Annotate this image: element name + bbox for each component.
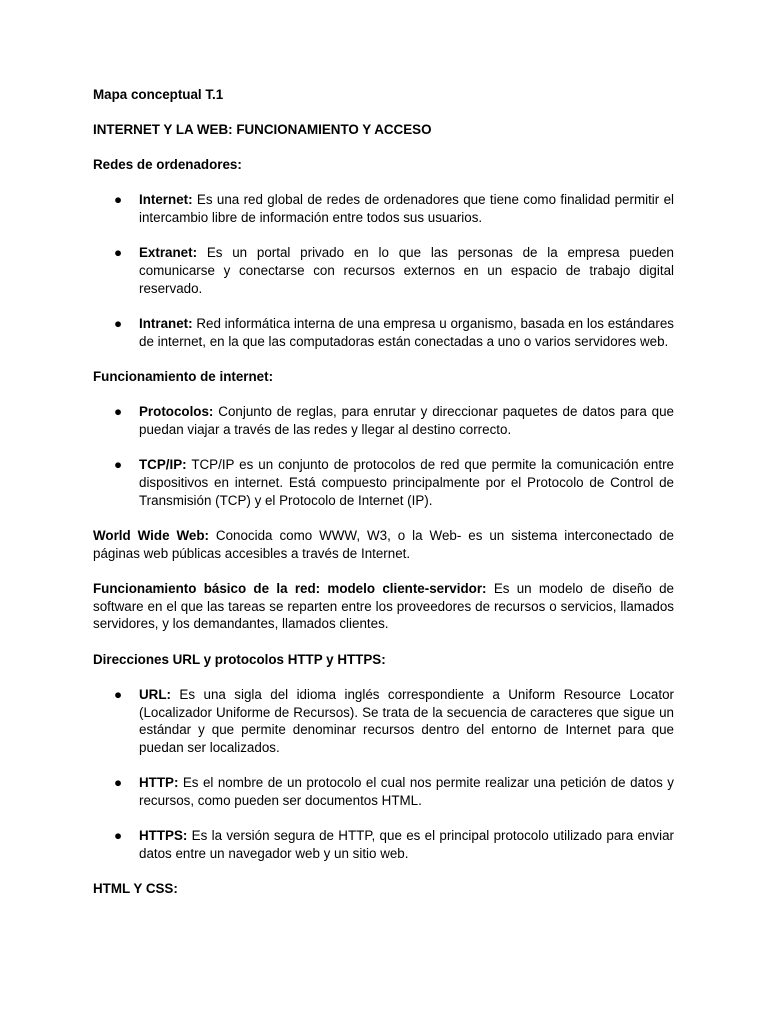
term-description: TCP/IP es un conjunto de protocolos de red que permite la comunicación entre dispositivos en internet. Está compuesto principalmente por el Protocolo de Control de Transmisión (TCP) y el Protocolo de Internet (IP). bbox=[139, 457, 674, 508]
list-item-tcpip bbox=[93, 456, 674, 509]
term-label: HTTPS: bbox=[139, 828, 188, 844]
bullet-icon: ● bbox=[114, 192, 123, 208]
list-item-extranet bbox=[93, 244, 674, 297]
term-label: TCP/IP: bbox=[139, 457, 187, 473]
document-title: Mapa conceptual T.1 bbox=[93, 87, 224, 102]
term-description: Es una red global de redes de ordenadores que tiene como finalidad permitir el intercambio libre de información entre todos sus usuarios. bbox=[139, 192, 674, 225]
section-heading-funcionamiento: Funcionamiento de internet: bbox=[93, 368, 274, 384]
term-description: Es la versión segura de HTTP, que es el principal protocolo utilizado para enviar datos entre un navegador web y un sitio web. bbox=[139, 828, 674, 862]
list-item-protocolos bbox=[93, 403, 674, 439]
section-heading-url: Direcciones URL y protocolos HTTP y HTTPS: bbox=[93, 651, 386, 667]
term-label: Intranet: bbox=[139, 315, 193, 331]
list-item-https bbox=[93, 827, 674, 863]
bullet-icon: ● bbox=[114, 245, 123, 261]
term-description: Es el nombre de un protocolo el cual nos permite realizar una petición de datos y recursos, como pueden ser documentos HTML. bbox=[139, 775, 674, 809]
bullet-icon: ● bbox=[114, 686, 123, 702]
term-label: HTTP: bbox=[139, 775, 179, 791]
term-label: Funcionamiento básico de la red: modelo cliente-servidor: bbox=[93, 580, 487, 596]
term-label: Extranet: bbox=[139, 245, 198, 261]
document-page bbox=[93, 86, 674, 898]
term-label: Protocolos: bbox=[139, 404, 214, 420]
bullet-icon: ● bbox=[114, 457, 123, 473]
section-heading-html-css: HTML Y CSS: bbox=[93, 881, 178, 897]
section-heading-redes: Redes de ordenadores: bbox=[93, 156, 242, 172]
term-description: Red informática interna de una empresa u organismo, basada en los estándares de internet, en la que las computadoras están conectadas a uno o varios servidores web. bbox=[139, 315, 674, 349]
term-description: Conocida como WWW, W3, o la Web- es un sistema interconectado de páginas web públicas accesibles a través de Internet. bbox=[93, 527, 674, 561]
term-description: Es un modelo de diseño de software en el que las tareas se reparten entre los proveedores de recursos o servicios, llamados servidores, y los demandantes, llamados clientes. bbox=[93, 580, 674, 632]
term-label: Internet: bbox=[139, 192, 193, 208]
paragraph-cliente-servidor bbox=[93, 580, 674, 633]
term-description: Es una sigla del idioma inglés correspondiente a Uniform Resource Locator (Localizador Uniforme de Recursos). Se trata de la secuencia de caracteres que sigue un estándar y que permite denominar recursos dentro del entorno de Internet para que puedan ser localizados. bbox=[139, 686, 674, 756]
bullet-icon: ● bbox=[114, 404, 123, 420]
bullet-icon: ● bbox=[114, 315, 123, 331]
term-description: Es un portal privado en lo que las personas de la empresa pueden comunicarse y conectarse con recursos externos en un espacio de trabajo digital reservado. bbox=[139, 245, 674, 296]
term-label: URL: bbox=[139, 686, 171, 702]
paragraph-www bbox=[93, 527, 674, 563]
term-description: Conjunto de reglas, para enrutar y direccionar paquetes de datos para que puedan viajar a través de las redes y llegar al destino correcto. bbox=[139, 404, 674, 437]
list-item-intranet bbox=[93, 315, 674, 351]
bullet-icon: ● bbox=[114, 775, 123, 791]
list-item-http bbox=[93, 774, 674, 810]
term-label: World Wide Web: bbox=[93, 527, 209, 543]
list-item-url bbox=[93, 686, 674, 757]
list-item-internet bbox=[93, 191, 674, 227]
document-subtitle: INTERNET Y LA WEB: FUNCIONAMIENTO Y ACCESO bbox=[93, 121, 432, 137]
bullet-icon: ● bbox=[114, 828, 123, 844]
